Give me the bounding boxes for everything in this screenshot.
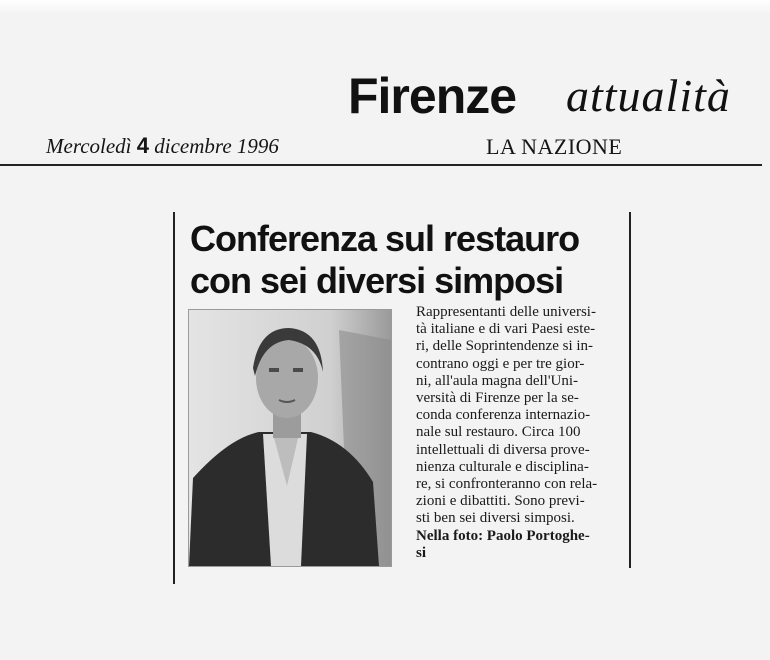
article-frame-left (173, 212, 175, 584)
section-title: Firenze (348, 68, 517, 124)
date-day: 4 (136, 133, 150, 158)
photo-caption-line: si (416, 544, 427, 561)
body-line: ni, all'aula magna dell'Uni- (416, 372, 579, 389)
article-body (416, 304, 622, 562)
body-line: zioni e dibattiti. Sono previ- (416, 493, 585, 510)
body-line: tà italiane e di vari Paesi este- (416, 321, 596, 338)
article-frame-right (629, 212, 631, 568)
body-line: Rappresentanti delle universi- (416, 304, 596, 320)
article-photo (188, 309, 392, 567)
section-subtitle: attualità (566, 70, 731, 121)
body-line: nienza culturale e disciplina- (416, 458, 589, 475)
scan-edge (0, 0, 770, 14)
headline-line: con sei diversi simposi (190, 260, 564, 301)
date-month-year: dicembre 1996 (154, 134, 279, 158)
body-line: re, si confronteranno con rela- (416, 476, 598, 493)
body-line: intellettuali di diversa prove- (416, 441, 590, 458)
headline-line: Conferenza sul restauro (190, 218, 580, 259)
dateline (46, 133, 279, 159)
body-line: nale sul restauro. Circa 100 (416, 424, 581, 441)
photo-caption-line: Nella foto: Paolo Portoghe- (416, 527, 590, 544)
body-line: ri, delle Soprintendenze si in- (416, 338, 594, 355)
portrait-photo (189, 310, 391, 566)
body-line: versità di Firenze per la se- (416, 390, 579, 407)
newspaper-name: LA NAZIONE (486, 134, 623, 159)
masthead-rule (0, 164, 762, 166)
date-weekday: Mercoledì (46, 134, 132, 158)
body-line: conda conferenza internazio- (416, 407, 591, 424)
article-headline (190, 218, 620, 302)
body-line: sti ben sei diversi simposi. (416, 510, 575, 527)
body-line: contrano oggi e per tre gior- (416, 355, 585, 372)
